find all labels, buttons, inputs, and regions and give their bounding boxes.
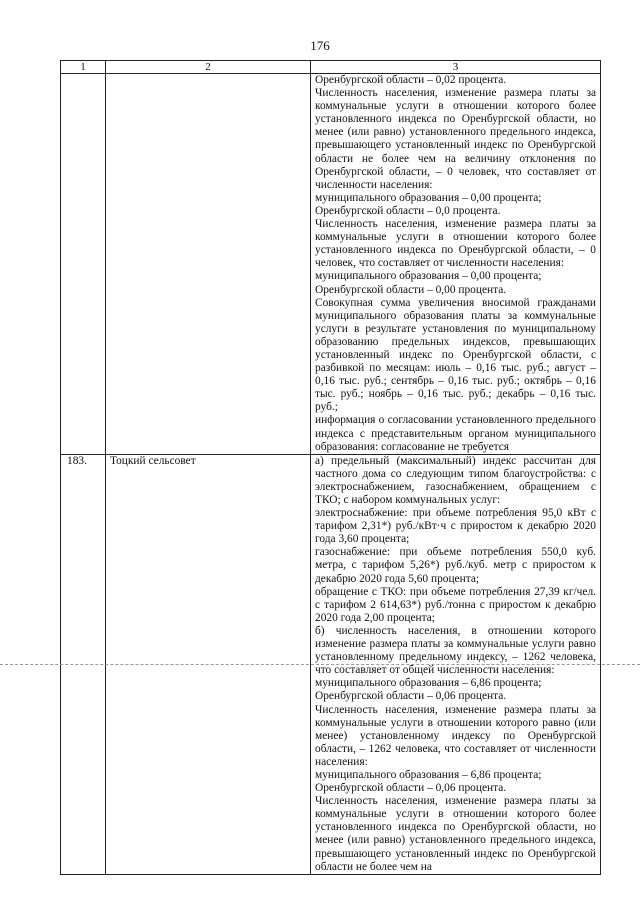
text-line: муниципального образования – 0,00 процента; [315,191,542,204]
indicator-description-cell [311,74,601,455]
row-number-cell-empty [61,74,106,455]
text-line: Оренбургской области – 0,06 процента. [315,690,507,703]
text-line: Численность населения, изменение размера платы за коммунальные услуги в отношении которого равно (или менее) установленному индексу по Оренбургской области, – 1262 человека, что составляет от численности населения: [315,703,596,768]
text-line: Численность населения, изменение размера платы за коммунальные услуги в отношении которого более установленного индекса по Оренбургской области, – 0 человек, что составляет от численности населения: [315,218,596,270]
text-line: муниципального образования – 0,00 процента; [315,270,542,283]
text-line: а) предельный (максимальный) индекс рассчитан для частного дома со следующим типом благоустройства: с электроснабжением, газоснабжением, обращением с ТКО; с набором коммунальных услуг: [315,454,596,506]
text-line: б) численность населения, в отношении которого изменение размера платы за коммунальные услуги равно установленному предельному индексу, – 1262 человека, что составляет от общей численности населения: [315,624,596,677]
text-line: муниципального образования – 6,86 процента; [315,677,542,690]
text-line: информация о согласовании установленного предельного индекса с представительным органом муниципального образования: согласование не требуется [315,414,596,453]
text-line: Численность населения, изменение размера платы за коммунальные услуги в отношении которого более установленного индекса по Оренбургской области, но менее (или равно) установленного предельного индекса, превышающего установленный индекс по Оренбургской области не более чем на [315,795,596,873]
text-line: Численность населения, изменение размера платы за коммунальные услуги в отношении которого более установленного индекса по Оренбургской области, но менее (или равно) установленного предельного индекса, превышающего установленный индекс по Оренбургской области не более чем на величину отклонения по Оренбургской области, – 0 человек, что составляет от численности населения: [315,87,596,191]
page-number: 176 [310,38,330,53]
text-line: обращение с ТКО: при объеме потребления 27,39 кг/чел. с тарифом 2 614,63*) руб./тонна с приростом к декабрю 2020 года 2,00 процента; [315,585,596,624]
row-number: 183. [61,454,106,874]
column-header-2: 2 [106,61,311,74]
text-line: Совокупная сумма увеличения вносимой гражданами муниципального образования платы за коммунальные услуги в результате установления по муниципальному образованию предельных индексов, превышающих установленный индекс по Оренбургской области, с разбивкой по месяцам: июль – 0,16 тыс. руб.; август – 0,16 тыс. руб.; сентябрь – 0,16 тыс. руб.; октябрь – 0,16 тыс. руб.; ноябрь – 0,16 тыс. руб.; декабрь – 0,16 тыс. руб.; [315,296,596,414]
municipality-cell-empty [106,74,311,455]
text-line: муниципального образования – 6,86 процента; [315,768,542,781]
table-header-row [61,61,601,74]
table-row-continuation [61,74,601,455]
text-line: газоснабжение: при объеме потребления 550,0 куб. метра, с тарифом 5,26*) руб./куб. метр с приростом к декабрю 2020 года 5,60 процента; [315,546,596,585]
document-table [60,60,601,875]
municipality-name: Тоцкий сельсовет [106,454,311,874]
scan-divider-line [0,664,640,665]
text-line: Оренбургской области – 0,0 процента. [315,204,501,217]
text-line: Оренбургской области – 0,02 процента. [315,74,507,86]
text-line: Оренбургской области – 0,00 процента. [315,283,507,296]
text-line: электроснабжение: при объеме потребления 95,0 кВт с тарифом 2,31*) руб./кВт·ч с приростом к декабрю 2020 года 3,60 процента; [315,507,596,546]
column-header-1: 1 [61,61,106,74]
column-header-3: 3 [311,61,601,74]
text-line: Оренбургской области – 0,06 процента. [315,782,507,795]
